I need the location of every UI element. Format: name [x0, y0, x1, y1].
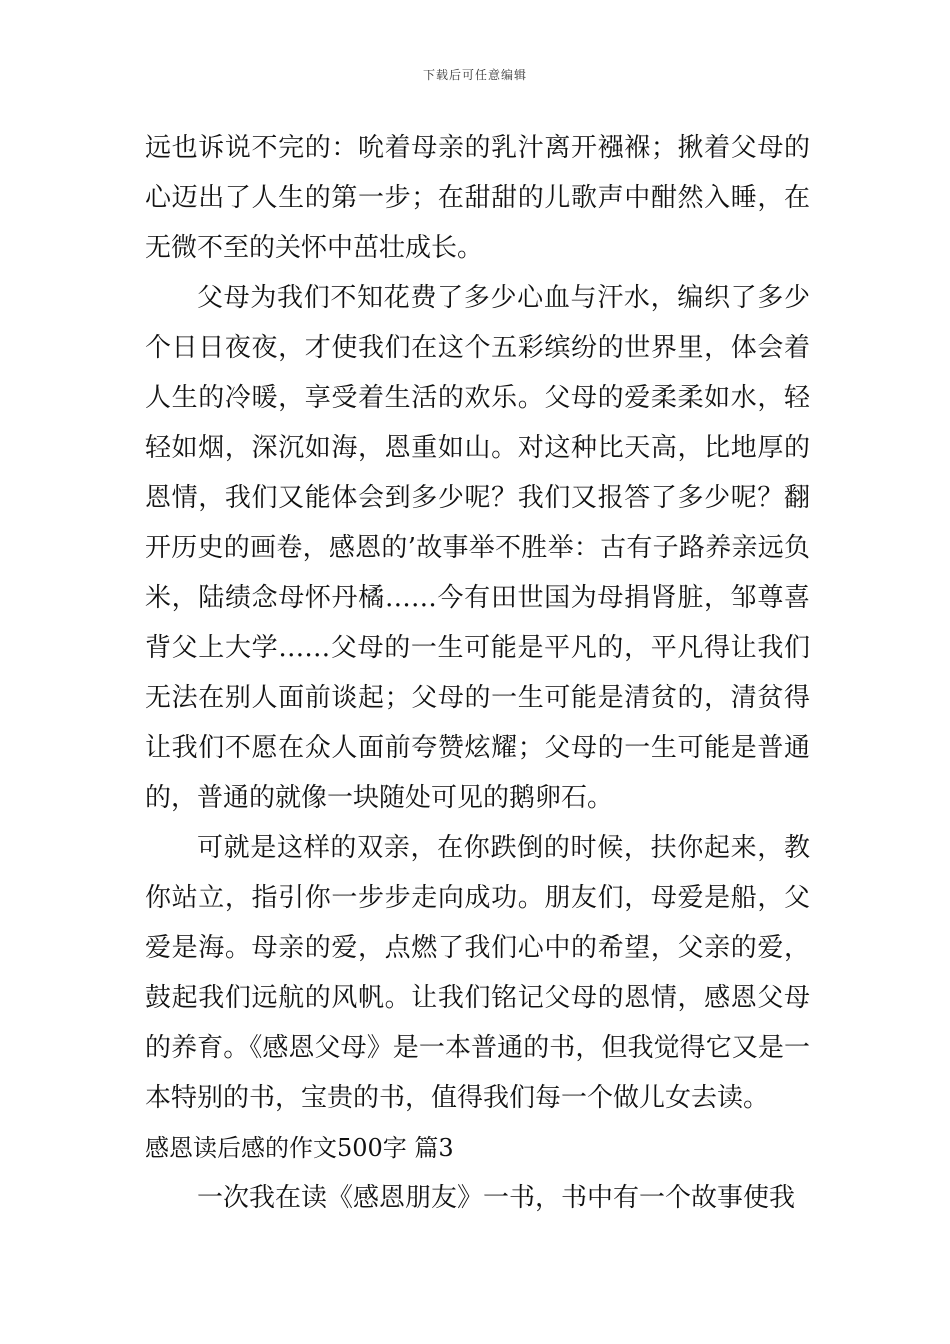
section-heading: 感恩读后感的作文500字 篇3 [145, 1134, 454, 1162]
paragraph-2: 父母为我们不知花费了多少心血与汗水，编织了多少个日日夜夜，才使我们在这个五彩缤纷的世界里，体会着人生的冷暖，享受着生活的欢乐。父母的爱柔柔如水，轻轻如烟，深沉如海，恩重如山。对这种比天高，比地厚的恩情，我们又能体会到多少呢？我们又报答了多少呢？翻开历史的画卷，感恩的’故事举不胜举：古有子路养亲远负米，陆绩念母怀丹橘……今有田世国为母捐肾脏，邹尊喜背父上大学……父母的一生可能是平凡的，平凡得让我们无法在别人面前谈起；父母的一生可能是清贫的，清贫得让我们不愿在众人面前夸赞炫耀；父母的一生可能是普通的，普通的就像一块随处可见的鹅卵石。 [145, 283, 810, 813]
page-header: 下载后可任意编辑 [422, 68, 527, 82]
paragraph-3: 可就是这样的双亲，在你跌倒的时候，扶你起来，教你站立，指引你一步步走向成功。朋友们，母爱是船，父爱是海。母亲的爱，点燃了我们心中的希望，父亲的爱，鼓起我们远航的风帆。让我们铭记父母的恩情，感恩父母的养育。《感恩父母》是一本普通的书，但我觉得它又是一本特别的书，宝贵的书，值得我们每一个做儿女去读。 [145, 833, 810, 1113]
paragraph-4: 一次我在读《感恩朋友》一书，书中有一个故事使我 [197, 1183, 796, 1213]
document-body [145, 123, 810, 1223]
paragraph-1: 远也诉说不完的：吮着母亲的乳汁离开襁褓；揪着父母的心迈出了人生的第一步；在甜甜的儿歌声中酣然入睡，在无微不至的关怀中茁壮成长。 [145, 133, 810, 263]
